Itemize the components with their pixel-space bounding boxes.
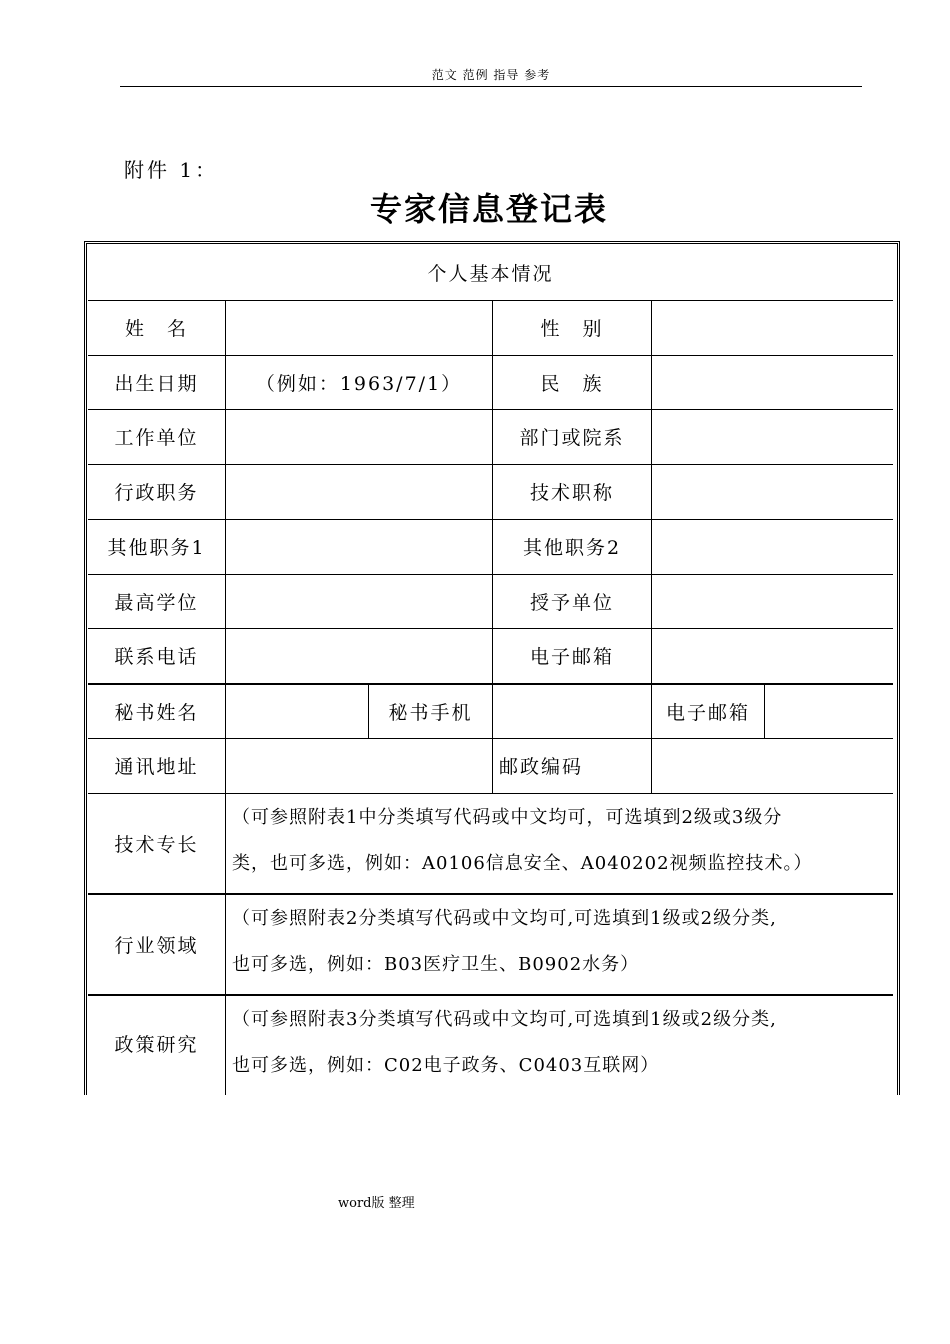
employer-label: 工作单位 xyxy=(114,427,199,449)
admin-position-label: 行政职务 xyxy=(114,482,199,504)
tech-specialty-field[interactable] xyxy=(232,795,890,887)
gender-field[interactable] xyxy=(652,300,893,355)
industry-label: 行业领域 xyxy=(114,934,199,957)
name-field[interactable] xyxy=(226,300,492,355)
address-label: 通讯地址 xyxy=(114,756,199,778)
address-field[interactable] xyxy=(226,738,492,793)
tech-title-label: 技术职称 xyxy=(529,482,614,504)
tech-specialty-line-2: 类，也可多选，例如：A0106信息安全、A040202视频监控技术。） xyxy=(232,853,813,874)
degree-institution-field[interactable] xyxy=(652,574,893,628)
birth-date-label: 出生日期 xyxy=(114,372,199,395)
secretary-phone-field[interactable] xyxy=(493,684,651,738)
other-position-1-field[interactable] xyxy=(226,519,492,574)
department-label: 部门或院系 xyxy=(519,427,625,449)
secretary-name-field[interactable] xyxy=(226,684,368,738)
ethnicity-label: 民 族 xyxy=(540,372,604,395)
other-position-2-label: 其他职务2 xyxy=(522,537,622,559)
section-title: 个人基本情况 xyxy=(427,263,554,285)
degree-institution-label: 授予单位 xyxy=(529,591,614,614)
policy-line-2: 也可多选，例如：C02电子政务、C0403互联网） xyxy=(232,1055,660,1076)
other-position-1-label: 其他职务1 xyxy=(107,537,206,559)
industry-line-2: 也可多选，例如：B03医疗卫生、B0902水务） xyxy=(232,954,640,975)
header-rule xyxy=(120,86,862,87)
industry-field[interactable] xyxy=(232,896,890,988)
employer-field[interactable] xyxy=(226,409,492,464)
policy-research-field[interactable] xyxy=(232,997,890,1089)
birth-date-field[interactable]: （例如：1963/7/1） xyxy=(255,372,463,395)
name-label: 姓 名 xyxy=(124,318,188,340)
email-label: 电子邮箱 xyxy=(529,646,614,668)
postcode-field[interactable] xyxy=(652,738,893,793)
attachment-label: 附件 1： xyxy=(124,158,219,182)
phone-field[interactable] xyxy=(226,628,492,683)
secretary-email-label: 电子邮箱 xyxy=(665,701,750,724)
gender-label: 性 别 xyxy=(540,318,604,340)
department-field[interactable] xyxy=(652,409,893,464)
other-position-2-field[interactable] xyxy=(652,519,893,574)
secretary-email-field[interactable] xyxy=(765,684,893,738)
tech-specialty-line-1: （可参照附表1中分类填写代码或中文均可，可选填到2级或3级分 xyxy=(232,807,783,828)
email-field[interactable] xyxy=(652,628,893,683)
page-header: 范文 范例 指导 参考 xyxy=(431,68,551,82)
secretary-phone-label: 秘书手机 xyxy=(388,701,473,724)
secretary-name-label: 秘书姓名 xyxy=(114,701,199,724)
highest-degree-field[interactable] xyxy=(226,574,492,628)
phone-label: 联系电话 xyxy=(114,646,199,668)
ethnicity-field[interactable] xyxy=(652,355,893,409)
highest-degree-label: 最高学位 xyxy=(114,591,199,614)
document-title: 专家信息登记表 xyxy=(369,190,608,228)
tech-title-field[interactable] xyxy=(652,464,893,519)
policy-line-1: （可参照附表3分类填写代码或中文均可,可选填到1级或2级分类, xyxy=(232,1009,777,1030)
policy-research-label: 政策研究 xyxy=(114,1034,199,1056)
page-footer: word版 整理 xyxy=(338,1196,415,1211)
admin-position-field[interactable] xyxy=(226,464,492,519)
tech-specialty-label: 技术专长 xyxy=(114,833,199,856)
industry-line-1: （可参照附表2分类填写代码或中文均可,可选填到1级或2级分类, xyxy=(232,908,777,929)
postcode-label: 邮政编码 xyxy=(499,756,584,778)
